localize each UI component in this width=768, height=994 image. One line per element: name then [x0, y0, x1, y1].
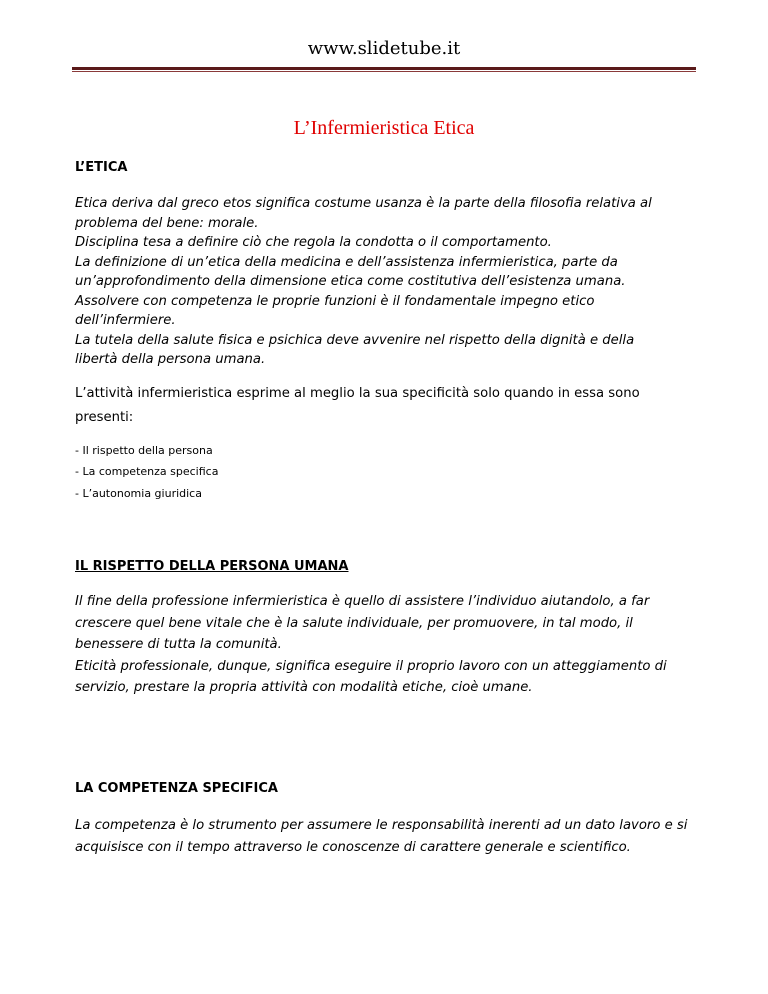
paragraph-line: L’attività infermieristica esprime al meglio la sua specificità solo quando in essa sono — [75, 385, 640, 401]
paragraph-line: libertà della persona umana. — [75, 352, 266, 367]
section-heading-etica: L’ETICA — [75, 160, 128, 175]
paragraph-line: La definizione di un’etica della medicina e dell’assistenza infermieristica, parte da — [75, 254, 618, 270]
paragraph-line: Il fine della professione infermieristica è quello di assistere l’individuo aiutandolo, a far — [75, 594, 650, 609]
paragraph-line: acquisisce con il tempo attraverso le conoscenze di carattere generale e scientifico. — [75, 839, 631, 855]
paragraph-line: Assolvere con competenza le proprie funzioni è il fondamentale impegno etico — [75, 293, 595, 309]
paragraph-line: Eticità professionale, dunque, significa eseguire il proprio lavoro con un atteggiamento di — [75, 658, 667, 674]
paragraph-line: La competenza è lo strumento per assumere le responsabilità inerenti ad un dato lavoro e si — [75, 817, 688, 833]
header-rule-thin — [72, 71, 696, 72]
paragraph-line: crescere quel bene vitale che è la salute individuale, per promuovere, in tal modo, il — [75, 615, 633, 631]
section-etica-paragraph — [75, 194, 695, 370]
paragraph-line: Disciplina tesa a definire ciò che regola la condotta o il comportamento. — [75, 235, 552, 250]
section-competenza-paragraph — [75, 815, 695, 859]
header-rule-thick — [72, 67, 696, 70]
list-item: - La competenza specifica — [75, 465, 219, 478]
section-heading-competenza: LA COMPETENZA SPECIFICA — [75, 780, 278, 796]
paragraph-line: La tutela della salute fisica e psichica deve avvenire nel rispetto della dignità e della — [75, 332, 635, 348]
section-heading-rispetto: IL RISPETTO DELLA PERSONA UMANA — [75, 559, 349, 574]
paragraph-line: Etica deriva dal greco etos significa costume usanza è la parte della filosofia relativa al — [75, 196, 652, 211]
paragraph-line: benessere di tutta la comunità. — [75, 637, 282, 652]
intro-paragraph — [75, 382, 695, 430]
paragraph-line: un’approfondimento della dimensione etica come costitutiva dell’esistenza umana. — [75, 274, 626, 289]
site-header: www.slidetube.it — [307, 38, 461, 59]
paragraph-line: problema del bene: morale. — [75, 215, 259, 231]
document-body — [75, 160, 695, 859]
document-title: L’Infermieristica Etica — [293, 117, 475, 139]
paragraph-line: dell’infermiere. — [75, 313, 176, 328]
section-rispetto-paragraph — [75, 591, 695, 699]
paragraph-line: servizio, prestare la propria attività con modalità etiche, cioè umane. — [75, 680, 533, 695]
list-item: - Il rispetto della persona — [75, 443, 213, 457]
list-item: - L’autonomia giuridica — [75, 486, 202, 500]
paragraph-line: presenti: — [75, 409, 134, 425]
requirements-list — [75, 440, 695, 505]
